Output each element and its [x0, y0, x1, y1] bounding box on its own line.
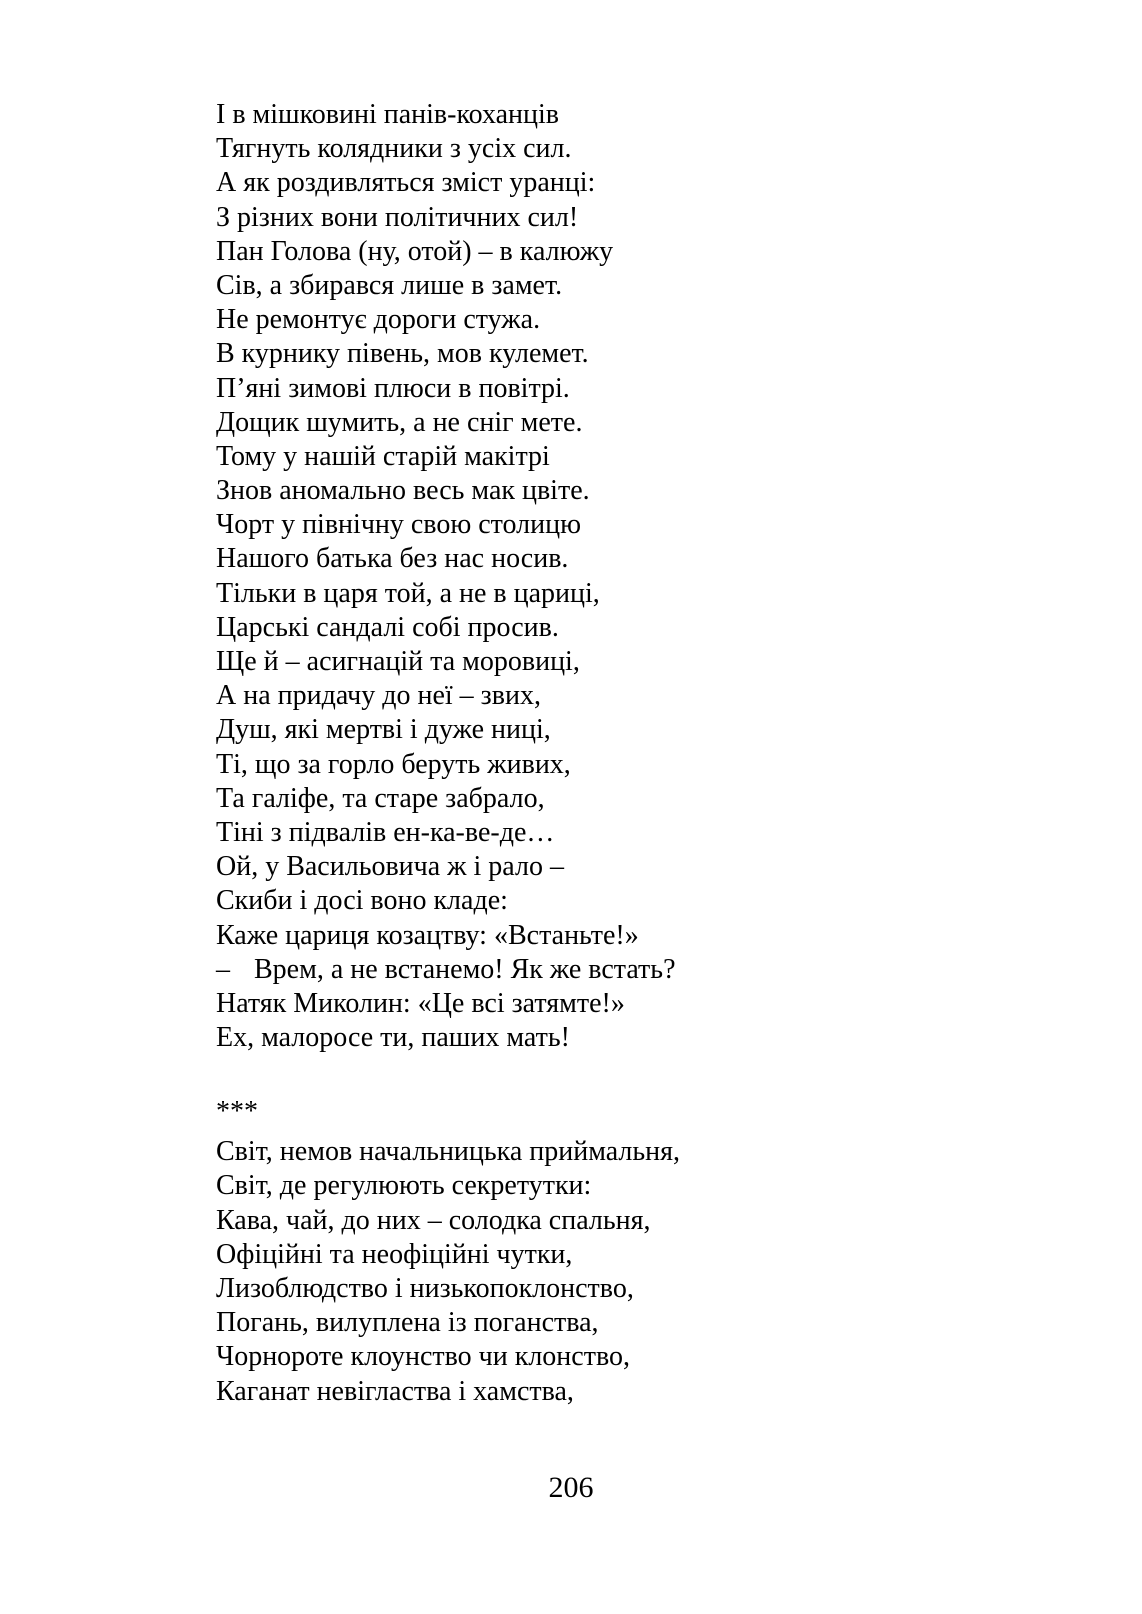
poem-line: І в мішковині панів-коханців: [216, 99, 559, 130]
section-separator: ***: [216, 1096, 258, 1128]
poem-line: Натяк Миколин: «Це всі затямте!»: [216, 987, 625, 1019]
poem-line: Чорнороте клоунство чи клонство,: [216, 1341, 630, 1373]
poem-line: Пан Голова (ну, отой) – в калюжу: [216, 235, 614, 267]
poem-line: Душ, які мертві і дуже ниці,: [216, 714, 551, 746]
poem-line: Ой, у Васильовича ж і рало –: [216, 851, 564, 883]
poem-line: Каганат невігластва і хамства,: [216, 1375, 574, 1407]
poem-line: Погань, вилуплена із поганства,: [216, 1307, 599, 1339]
poem-line: В курнику півень, мов кулемет.: [216, 338, 589, 370]
poem-line: Тіні з підвалів ен-ка-ве-де…: [216, 816, 555, 848]
poem-line: Лизоблюдство і низькопоклонство,: [216, 1273, 634, 1304]
poem-line: Кава, чай, до них – солодка спальня,: [216, 1204, 651, 1236]
page-number: 206: [548, 1471, 594, 1504]
poem-line: Нашого батька без нас носив.: [216, 543, 569, 575]
poem-line: Ті, що за горло беруть живих,: [216, 748, 571, 780]
poem-line: Та галіфе, та старе забрало,: [216, 782, 545, 814]
poem-line: Каже цариця козацтву: «Встаньте!»: [216, 919, 639, 951]
poem-line: З різних вони політичних сил!: [216, 201, 579, 233]
poem-line: Ще й – асигнацій та моровиці,: [216, 646, 580, 677]
poem-dialogue-line: [216, 953, 1016, 987]
poem-body: [216, 98, 1016, 1409]
poem-line: А на придачу до неї – звих,: [216, 680, 541, 712]
poem-line: Царські сандалі собі просив.: [216, 611, 559, 643]
poem-line: Знов аномально весь мак цвіте.: [216, 475, 590, 507]
poem-line: Не ремонтує дороги стужа.: [216, 304, 541, 336]
poem-line: Тільки в царя той, а не в цариці,: [216, 577, 600, 609]
stanza-break: [216, 1055, 1016, 1095]
poem-line: Світ, де регулюють секретутки:: [216, 1170, 592, 1202]
poem-line: Скиби і досі воно кладе:: [216, 885, 508, 917]
poem-line: Тягнуть колядники з усіх сил.: [216, 133, 572, 165]
poem-line: Сів, а збирався лише в замет.: [216, 269, 563, 301]
poem-line: Тому у нашій старій макітрі: [216, 440, 550, 472]
dialogue-text: Врем, а не встанемо! Як же встать?: [254, 953, 676, 985]
poem-line: А як роздивляться зміст уранці:: [216, 167, 596, 199]
poem-line: Дощик шумить, а не сніг мете.: [216, 406, 583, 438]
poem-line: Ех, малоросе ти, паших мать!: [216, 1022, 570, 1054]
stanza-2: [216, 1135, 1016, 1409]
dialogue-dash: –: [216, 953, 230, 985]
stanza-1: [216, 98, 1016, 1055]
poem-line: Світ, немов начальницька приймальня,: [216, 1136, 681, 1168]
poem-line: Чорт у північну свою столицю: [216, 509, 582, 541]
poem-line: Офіційні та неофіційні чутки,: [216, 1238, 573, 1270]
poem-line: П’яні зимові плюси в повітрі.: [216, 372, 570, 404]
